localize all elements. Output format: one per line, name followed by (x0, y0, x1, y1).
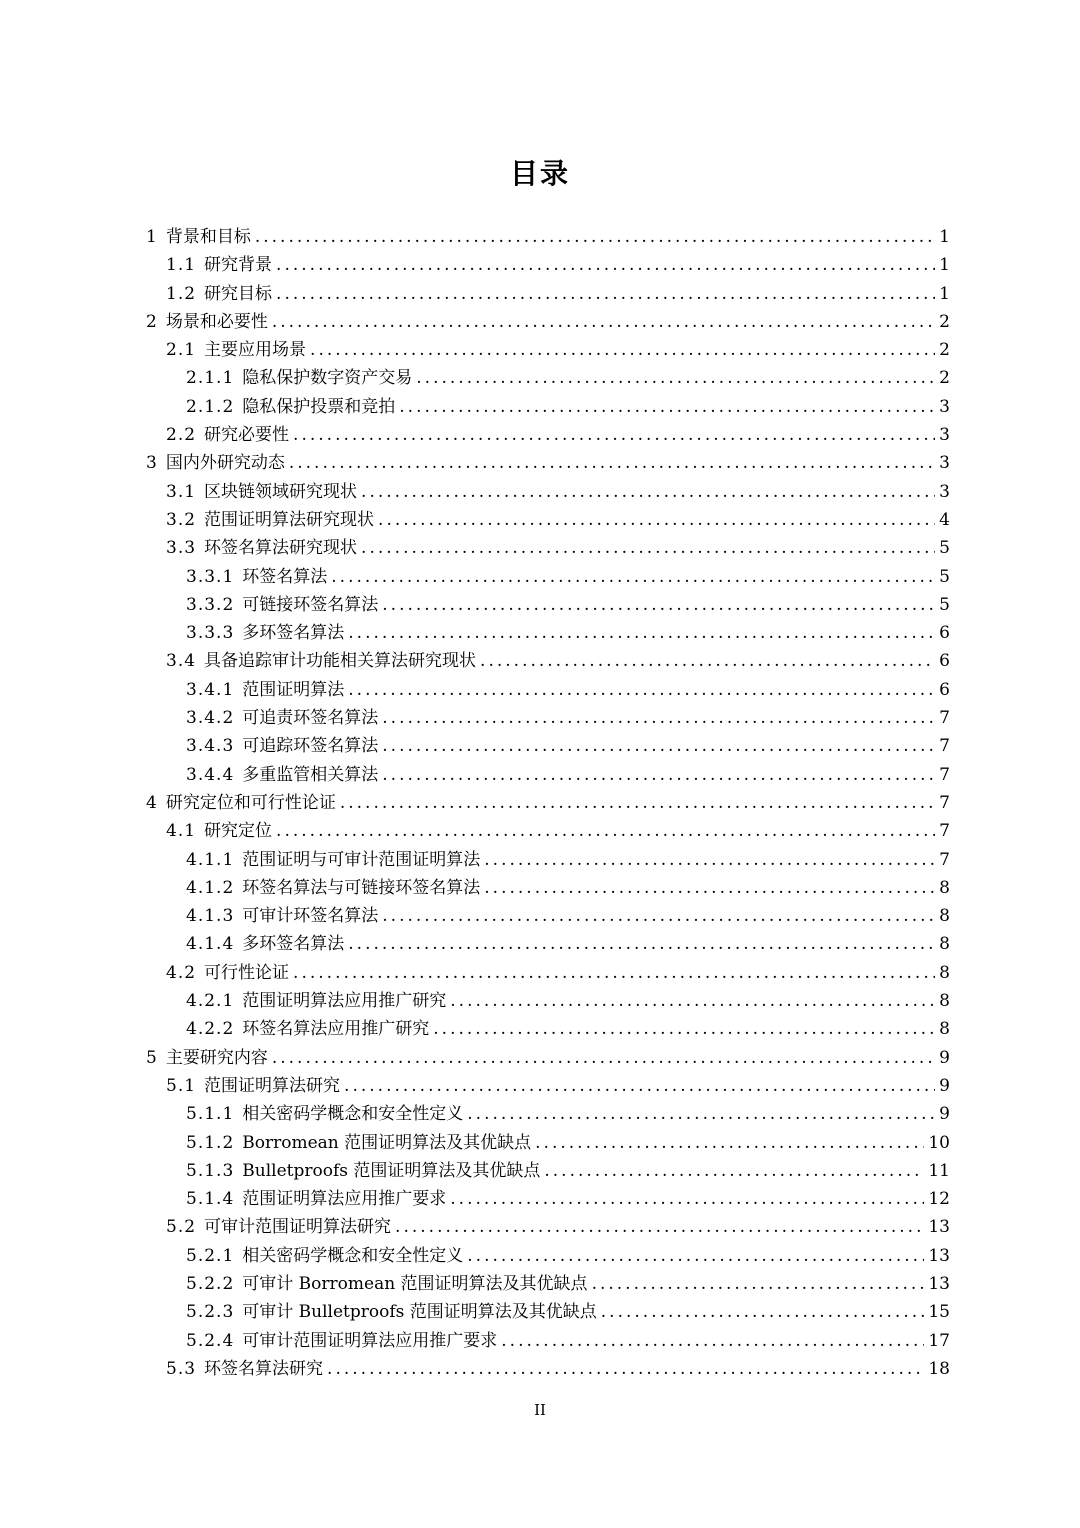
toc-entry[interactable] (146, 1072, 950, 1100)
toc-leader-dots (601, 1298, 925, 1326)
toc-entry-number: 3.4.3 (186, 736, 235, 757)
toc-entry[interactable] (146, 308, 950, 336)
toc-leader-dots (592, 1270, 925, 1298)
toc-entry[interactable] (146, 336, 950, 364)
toc-entry[interactable] (146, 534, 950, 562)
toc-entry[interactable] (146, 902, 950, 930)
toc-entry-page: 7 (939, 849, 950, 870)
toc-entry-title: 多环签名算法 (242, 623, 345, 644)
toc-entry-title: 具备追踪审计功能相关算法研究现状 (204, 651, 477, 672)
toc-entry-number: 5.1.1 (186, 1104, 235, 1125)
toc-entry-number: 1.1 (166, 255, 197, 276)
toc-entry-title: 范围证明算法应用推广研究 (242, 991, 447, 1012)
toc-leader-dots (276, 280, 935, 308)
toc-entry[interactable] (146, 1100, 950, 1128)
toc-entry-page: 1 (939, 255, 950, 276)
toc-leader-dots (467, 1100, 935, 1128)
toc-entry-title: 隐私保护数字资产交易 (242, 368, 413, 389)
toc-entry-title: 可链接环签名算法 (242, 594, 379, 615)
toc-leader-dots (255, 223, 935, 251)
toc-entry-title: 国内外研究动态 (165, 453, 285, 474)
toc-entry[interactable] (146, 421, 950, 449)
toc-entry[interactable] (146, 1015, 950, 1043)
toc-leader-dots (450, 1185, 924, 1213)
table-of-contents (146, 223, 950, 1383)
toc-entry[interactable] (146, 1129, 950, 1157)
toc-entry-number: 3.4.4 (186, 764, 235, 785)
toc-entry-title: 可审计 Borromean 范围证明算法及其优缺点 (242, 1273, 588, 1294)
toc-entry-number: 4.1.3 (186, 906, 235, 927)
toc-entry-number: 3 (146, 453, 158, 474)
toc-leader-dots (361, 534, 935, 562)
toc-entry-page: 9 (939, 1104, 950, 1125)
toc-entry-title: 主要研究内容 (165, 1047, 268, 1068)
toc-leader-dots (348, 930, 935, 958)
toc-leader-dots (416, 364, 935, 392)
toc-entry[interactable] (146, 704, 950, 732)
toc-entry-title: 多环签名算法 (242, 934, 345, 955)
toc-leader-dots (433, 1015, 935, 1043)
toc-entry-page: 3 (939, 425, 950, 446)
toc-entry-title: 环签名算法与可链接环签名算法 (242, 877, 481, 898)
toc-entry[interactable] (146, 1327, 950, 1355)
toc-leader-dots (450, 987, 935, 1015)
toc-entry-page: 6 (939, 623, 950, 644)
toc-entry-number: 4.2.1 (186, 991, 235, 1012)
toc-entry-number: 5.1.3 (186, 1160, 235, 1181)
toc-leader-dots (344, 1072, 935, 1100)
toc-entry-number: 5.1 (166, 1075, 197, 1096)
toc-leader-dots (289, 449, 935, 477)
toc-leader-dots (382, 591, 935, 619)
toc-leader-dots (395, 1213, 924, 1241)
toc-leader-dots (293, 421, 935, 449)
toc-entry-title: 隐私保护投票和竞拍 (242, 396, 396, 417)
toc-entry-page: 7 (939, 708, 950, 729)
toc-entry-number: 4.1.1 (186, 849, 235, 870)
toc-entry-page: 1 (939, 227, 950, 247)
toc-entry[interactable] (146, 449, 950, 477)
toc-entry-number: 4.2 (166, 962, 197, 983)
toc-entry-title: 可审计范围证明算法研究 (204, 1217, 392, 1238)
toc-entry-page: 13 (928, 1245, 950, 1266)
toc-leader-dots (310, 336, 935, 364)
toc-entry-number: 5.2.3 (186, 1302, 235, 1323)
toc-leader-dots (544, 1157, 924, 1185)
toc-entry[interactable] (146, 817, 950, 845)
toc-entry[interactable] (146, 761, 950, 789)
toc-entry-title: 相关密码学概念和安全性定义 (242, 1104, 464, 1125)
toc-entry-page: 8 (939, 906, 950, 927)
toc-leader-dots (361, 478, 935, 506)
toc-leader-dots (340, 789, 935, 817)
toc-entry[interactable] (146, 846, 950, 874)
toc-entry-number: 1.2 (166, 283, 197, 304)
toc-entry[interactable] (146, 874, 950, 902)
toc-entry[interactable] (146, 591, 950, 619)
toc-entry[interactable] (146, 393, 950, 421)
toc-leader-dots (272, 1044, 935, 1072)
toc-entry-title: 可追责环签名算法 (242, 708, 379, 729)
toc-entry-title: 可行性论证 (204, 962, 290, 983)
toc-entry-title: 可追踪环签名算法 (242, 736, 379, 757)
toc-entry[interactable] (146, 1242, 950, 1270)
toc-entry-page: 9 (939, 1047, 950, 1068)
toc-entry-title: 背景和目标 (165, 227, 251, 247)
toc-entry-page: 17 (928, 1330, 950, 1351)
toc-entry-number: 2 (146, 311, 158, 332)
toc-leader-dots (276, 817, 935, 845)
toc-entry-number: 3.4.1 (186, 679, 235, 700)
toc-entry-number: 1 (146, 227, 158, 247)
toc-entry[interactable] (146, 280, 950, 308)
toc-entry-page: 13 (928, 1273, 950, 1294)
toc-leader-dots (535, 1129, 924, 1157)
toc-leader-dots (467, 1242, 924, 1270)
toc-entry-page: 13 (928, 1217, 950, 1238)
toc-leader-dots (348, 676, 935, 704)
toc-leader-dots (276, 251, 935, 279)
toc-entry[interactable] (146, 959, 950, 987)
toc-entry-title: 范围证明算法应用推广要求 (242, 1189, 447, 1210)
toc-entry-page: 6 (939, 679, 950, 700)
toc-entry-number: 3.3.1 (186, 566, 235, 587)
toc-entry-number: 5.1.4 (186, 1189, 235, 1210)
toc-leader-dots (501, 1327, 924, 1355)
toc-leader-dots (480, 647, 935, 675)
toc-entry-number: 5.2 (166, 1217, 197, 1238)
toc-entry[interactable] (146, 1213, 950, 1241)
toc-entry-page: 10 (928, 1132, 950, 1153)
toc-entry-number: 4.1.2 (186, 877, 235, 898)
toc-entry-title: 主要应用场景 (204, 340, 307, 361)
toc-entry-title: 范围证明算法研究现状 (204, 509, 375, 530)
toc-entry-title: 环签名算法研究现状 (204, 538, 358, 559)
toc-entry-page: 8 (939, 877, 950, 898)
toc-entry[interactable] (146, 1355, 950, 1383)
toc-entry-page: 3 (939, 453, 950, 474)
toc-entry-title: 研究背景 (204, 255, 273, 276)
toc-entry-title: 范围证明算法 (242, 679, 345, 700)
toc-entry-number: 3.3.2 (186, 594, 235, 615)
toc-entry-number: 2.1 (166, 340, 197, 361)
toc-entry[interactable] (146, 1044, 950, 1072)
toc-entry-page: 2 (939, 368, 950, 389)
toc-entry[interactable] (146, 563, 950, 591)
toc-entry-number: 5.2.4 (186, 1330, 235, 1351)
toc-entry-title: 多重监管相关算法 (242, 764, 379, 785)
toc-entry-page: 7 (939, 792, 950, 813)
page-number: II (534, 1401, 546, 1419)
toc-entry-number: 3.4.2 (186, 708, 235, 729)
toc-entry-title: 可审计范围证明算法应用推广要求 (242, 1330, 498, 1351)
page-title: 目录 (509, 157, 570, 190)
toc-entry-page: 5 (939, 538, 950, 559)
toc-entry[interactable] (146, 676, 950, 704)
toc-entry-page: 9 (939, 1075, 950, 1096)
toc-entry-number: 4.2.2 (186, 1019, 235, 1040)
toc-entry-page: 3 (939, 396, 950, 417)
toc-entry-page: 7 (939, 736, 950, 757)
toc-entry-page: 5 (939, 566, 950, 587)
toc-entry-title: 范围证明算法研究 (204, 1075, 341, 1096)
toc-leader-dots (382, 761, 935, 789)
toc-entry[interactable] (146, 987, 950, 1015)
toc-entry-number: 3.3.3 (186, 623, 235, 644)
toc-entry-number: 3.1 (166, 481, 197, 502)
toc-entry[interactable] (146, 1157, 950, 1185)
toc-leader-dots (272, 308, 935, 336)
toc-entry-number: 5.2.2 (186, 1273, 235, 1294)
toc-entry-page: 15 (928, 1302, 950, 1323)
toc-entry-page: 18 (928, 1358, 950, 1379)
toc-entry-number: 2.1.1 (186, 368, 235, 389)
toc-entry-page: 8 (939, 962, 950, 983)
toc-entry-page: 7 (939, 821, 950, 842)
toc-entry-title: 研究定位和可行性论证 (165, 792, 336, 813)
toc-entry-page: 1 (939, 283, 950, 304)
toc-entry-page: 4 (939, 509, 950, 530)
toc-entry[interactable] (146, 732, 950, 760)
toc-entry[interactable] (146, 506, 950, 534)
toc-entry-title: 环签名算法应用推广研究 (242, 1019, 430, 1040)
toc-entry-title: 可审计 Bulletproofs 范围证明算法及其优缺点 (242, 1302, 597, 1323)
toc-entry[interactable] (146, 619, 950, 647)
toc-entry-title: Bulletproofs 范围证明算法及其优缺点 (242, 1160, 541, 1181)
toc-entry-number: 4.1.4 (186, 934, 235, 955)
toc-leader-dots (382, 704, 935, 732)
toc-entry-page: 12 (928, 1189, 950, 1210)
toc-entry[interactable] (146, 223, 950, 251)
toc-entry[interactable] (146, 647, 950, 675)
toc-entry-title: 研究定位 (204, 821, 273, 842)
toc-entry-page: 11 (928, 1160, 950, 1181)
toc-leader-dots (399, 393, 935, 421)
toc-leader-dots (484, 846, 935, 874)
toc-entry-number: 4 (146, 792, 158, 813)
toc-entry-title: 环签名算法研究 (204, 1358, 324, 1379)
toc-entry-page: 8 (939, 1019, 950, 1040)
toc-entry-number: 3.2 (166, 509, 197, 530)
toc-entry-page: 2 (939, 311, 950, 332)
toc-entry-title: 研究目标 (204, 283, 273, 304)
toc-entry-number: 3.3 (166, 538, 197, 559)
toc-entry-number: 3.4 (166, 651, 197, 672)
toc-entry-number: 5.3 (166, 1358, 197, 1379)
toc-entry-page: 6 (939, 651, 950, 672)
toc-leader-dots (378, 506, 935, 534)
toc-entry-page: 3 (939, 481, 950, 502)
toc-entry[interactable] (146, 1270, 950, 1298)
toc-entry-number: 2.1.2 (186, 396, 235, 417)
toc-entry-number: 2.2 (166, 425, 197, 446)
toc-entry-number: 4.1 (166, 821, 197, 842)
toc-entry-title: 范围证明与可审计范围证明算法 (242, 849, 481, 870)
toc-leader-dots (348, 619, 935, 647)
toc-leader-dots (382, 732, 935, 760)
toc-leader-dots (293, 959, 935, 987)
toc-entry-page: 7 (939, 764, 950, 785)
toc-entry-title: 可审计环签名算法 (242, 906, 379, 927)
toc-entry-number: 5.1.2 (186, 1132, 235, 1153)
toc-entry[interactable] (146, 1298, 950, 1326)
toc-entry-title: 环签名算法 (242, 566, 328, 587)
toc-entry-title: 区块链领域研究现状 (204, 481, 358, 502)
toc-entry[interactable] (146, 789, 950, 817)
toc-entry[interactable] (146, 251, 950, 279)
toc-entry[interactable] (146, 930, 950, 958)
toc-leader-dots (331, 563, 935, 591)
toc-entry[interactable] (146, 1185, 950, 1213)
toc-leader-dots (382, 902, 935, 930)
toc-entry-page: 2 (939, 340, 950, 361)
toc-entry-page: 5 (939, 594, 950, 615)
toc-entry-number: 5.2.1 (186, 1245, 235, 1266)
toc-entry-title: 场景和必要性 (165, 311, 268, 332)
toc-entry[interactable] (146, 364, 950, 392)
toc-leader-dots (484, 874, 935, 902)
toc-entry-page: 8 (939, 991, 950, 1012)
toc-entry-title: 研究必要性 (204, 425, 290, 446)
toc-entry-title: Borromean 范围证明算法及其优缺点 (242, 1132, 532, 1153)
toc-entry[interactable] (146, 478, 950, 506)
toc-leader-dots (327, 1355, 924, 1383)
toc-entry-page: 8 (939, 934, 950, 955)
toc-entry-number: 5 (146, 1047, 158, 1068)
toc-entry-title: 相关密码学概念和安全性定义 (242, 1245, 464, 1266)
